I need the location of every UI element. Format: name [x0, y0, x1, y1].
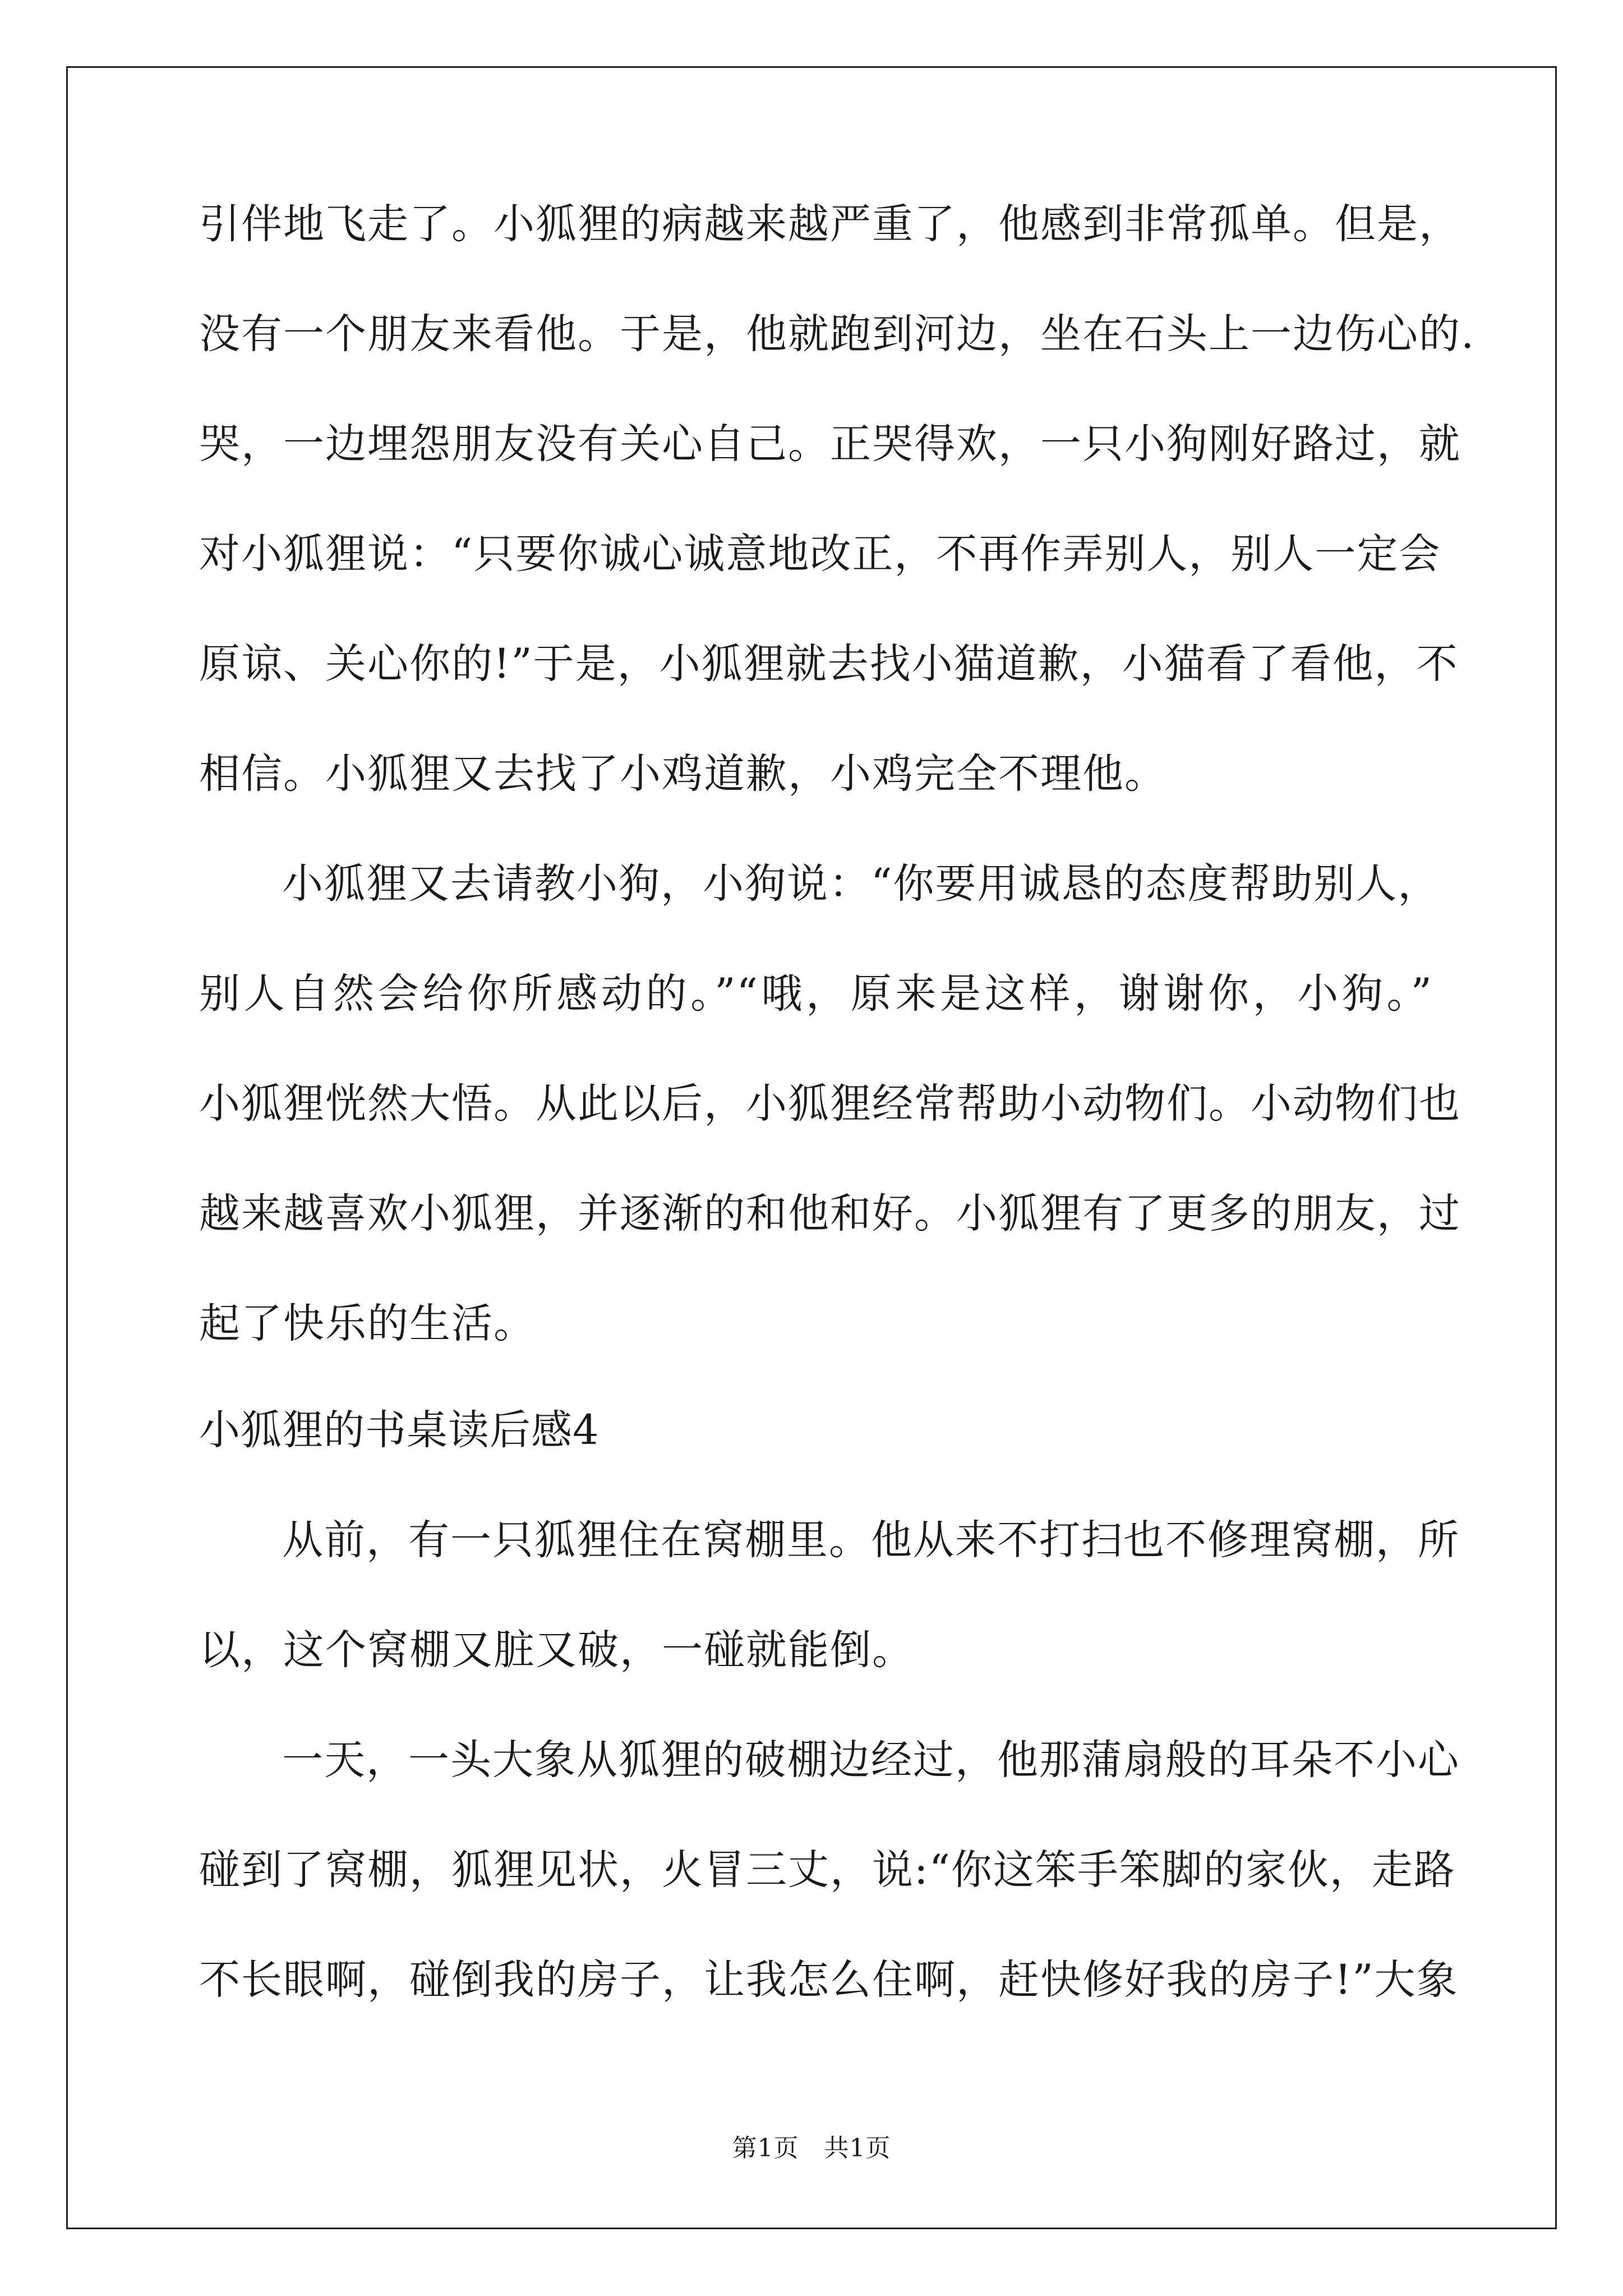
page-border — [66, 66, 1557, 2229]
text-line: 起了快乐的生活。 — [199, 1300, 536, 1347]
text-line: 小狐狸恍然大悟。从此以后，小狐狸经常帮助小动物们。小动物们也 — [199, 1080, 1461, 1128]
text-line: 从前，有一只狐狸住在窝棚里。他从来不打扫也不修理窝棚，所 — [282, 1516, 1460, 1564]
text-line: 碰到了窝棚，狐狸见状，火冒三丈，说:“你这笨手笨脚的家伙，走路 — [199, 1846, 1456, 1894]
text-line: 以，这个窝棚又脏又破，一碰就能倒。 — [199, 1626, 914, 1674]
section-heading: 小狐狸的书桌读后感4 — [199, 1406, 600, 1454]
text-line: 对小狐狸说：“只要你诚心诚意地改正，不再作弄别人，别人一定会 — [199, 530, 1441, 578]
text-line: 原谅、关心你的!”于是，小狐狸就去找小猫道歉，小猫看了看他，不 — [199, 640, 1459, 688]
text-line: 越来越喜欢小狐狸，并逐渐的和他和好。小狐狸有了更多的朋友，过 — [199, 1190, 1461, 1237]
text-line: 哭，一边埋怨朋友没有关心自己。正哭得欢，一只小狗刚好路过，就 — [199, 420, 1461, 468]
text-line: 相信。小狐狸又去找了小鸡道歉，小鸡完全不理他。 — [199, 750, 1166, 798]
text-line: 不长眼啊，碰倒我的房子，让我怎么住啊，赶快修好我的房子!”大象 — [199, 1956, 1459, 2004]
text-line: 引伴地飞走了。小狐狸的病越来越严重了，他感到非常孤单。但是， — [199, 200, 1461, 248]
text-line: 没有一个朋友来看他。于是，他就跑到河边，坐在石头上一边伤心的. — [199, 310, 1476, 358]
text-line: 别人自然会给你所感动的。”“哦，原来是这样，谢谢你，小狗。” — [199, 970, 1433, 1018]
text-line: 一天，一头大象从狐狸的破棚边经过，他那蒲扇般的耳朵不小心 — [282, 1736, 1460, 1784]
text-line: 小狐狸又去请教小狗，小狗说：“你要用诚恳的态度帮助别人， — [282, 860, 1440, 908]
page-footer: 第1页 共1页 — [732, 2134, 891, 2162]
